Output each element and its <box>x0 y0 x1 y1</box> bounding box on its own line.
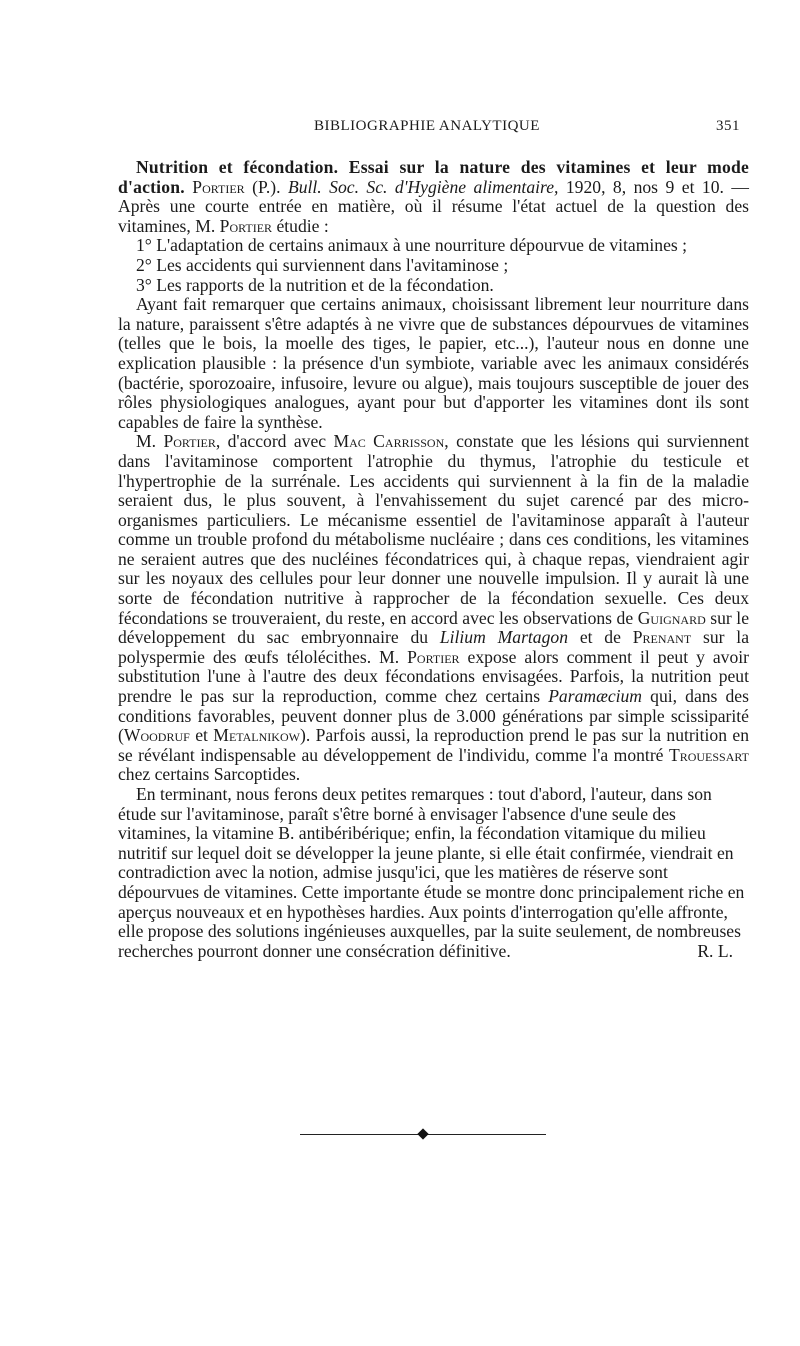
article-heading-paragraph <box>118 158 749 236</box>
running-title: BIBLIOGRAPHIE ANALYTIQUE <box>314 118 540 134</box>
list-item-1: 1° L'adaptation de certains animaux à une nourriture dépourvue de vitamines ; <box>136 235 688 256</box>
text-fragment-f: expose alors comment il peut y avoir substitution l'une à l'autre des deux fécondations envisagées. Parfois, la nutrition peut prendre le pas sur la reproduction, comme chez certains <box>118 646 749 707</box>
paragraph-lesions <box>118 432 749 785</box>
author-initial: (P.). <box>252 176 281 197</box>
diamond-icon <box>417 1128 428 1139</box>
section-separator <box>300 1127 546 1143</box>
text-fragment-b: , constate que les lésions qui surviennent dans l'avitaminose comportent l'atrophie du thymus, l'atrophie du testicule et l'hypertrophie de la surrénale. Les accidents qui surviennent à la fin de la maladie seraient dus, le plus souvent, à l'envahissement du sujet carencé par des micro-organismes particuliers. Le mécanisme essentiel de l'avitaminose apparaît à l'auteur comme un trouble profond du métabolisme nucléaire ; dans ces conditions, les vitamines ne seraient autres que des nucléines fécondatrices qui, à chaque repas, viendraient agir sur les noyaux des cellules pour leur donner une nouvelle impulsion. Il y aurait là une sorte de fécondation nutritive à rapprocher de la fécondation sexuelle. Ces deux fécondations se trouveraient, du reste, en accord avec les observations de <box>118 431 750 628</box>
text-m: M. <box>136 431 157 452</box>
page-number: 351 <box>716 118 740 134</box>
name-trouessart: Trouessart <box>668 744 749 765</box>
text-fragment-h: ). Parfois aussi, la reproduction prend le pas sur la nutrition en se révélant indispensable au développement de l'individu, comme l'a montré <box>118 725 750 765</box>
text-fragment-c: sur le développement du sac embryonnaire du <box>118 607 750 648</box>
author-name: Portier <box>192 176 245 197</box>
studies-word: étudie : <box>276 215 329 236</box>
name-metalnikow: Metalnikow <box>213 725 300 746</box>
article-title: Nutrition et fécondation. Essai sur la nature des vitamines et leur mode d'action. <box>118 157 749 197</box>
name-prenant: Prenant <box>632 627 692 648</box>
name-mac-carrisson: Mac Carrisson <box>333 431 445 452</box>
text-fragment-d: et de <box>579 627 621 648</box>
text-et: et <box>195 725 208 746</box>
name-guignard: Guignard <box>637 607 706 628</box>
text-fragment-e: sur la polyspermie des œufs télolécithes. M. <box>118 627 750 667</box>
journal-name: Bull. Soc. Sc. d'Hygiène alimentaire, <box>287 176 559 197</box>
list-item-3: 3° Les rapports de la nutrition et de la fécondation. <box>136 274 494 295</box>
species-paramaecium: Paramæcium <box>548 686 643 707</box>
paragraph-conclusion <box>118 785 749 961</box>
name-portier: Portier <box>163 431 216 452</box>
text-fragment-g: qui, dans des conditions favorables, peuvent donner plus de 3.000 générations par simple scissiparité ( <box>118 686 749 746</box>
name-woodruf: Woodruf <box>123 725 190 746</box>
running-header <box>118 118 740 142</box>
article <box>118 158 749 961</box>
text-fragment-i: chez certains Sarcoptides. <box>118 764 301 785</box>
list-item-2: 2° Les accidents qui surviennent dans l'avitaminose ; <box>136 254 509 275</box>
conclusion-text: En terminant, nous ferons deux petites remarques : tout d'abord, l'auteur, dans son étude sur l'avitaminose, paraît s'être borné à envisager l'absence d'une seule des vitamines, la vitamine B. antibéribérique; enfin, la fécondation vitamique du milieu nutritif sur lequel doit se développer la jeune plante, si elle était confirmée, viendrait en contradiction avec la notion, admise jusqu'ici, que les matières de réserve sont dépourvues de vitamines. Cette importante étude se montre donc principalement riche en aperçus nouveaux et en hypothèses hardies. Aux points d'interrogation qu'elle affronte, elle propose des solutions ingénieuses auxquelles, par la suite seulement, de nombreuses recherches pourront donner une consécration définitive. <box>118 784 745 961</box>
text-fragment-a: , d'accord avec <box>215 431 327 452</box>
author-name-repeat: Portier <box>219 215 273 236</box>
name-portier-2: Portier <box>407 646 460 667</box>
paragraph-symbiote: Ayant fait remarquer que certains animaux, choisissant librement leur nourriture dans la nature, paraissent s'être adaptés à ne vivre que de substances dépourvues de vitamines (telles que le bois, la moelle des tiges, le papier, etc...), l'auteur nous en donne une explication plausible : la présence d'un symbiote, variable avec les animaux considérés (bactérie, sporozoaire, infusoire, levure ou algue), mais toujours susceptible de jouer des rôles physiologiques analogues, ayant pour but d'apporter les vitamines dont ils sont capables de faire la synthèse. <box>118 294 749 432</box>
species-lilium: Lilium Martagon <box>439 627 568 648</box>
citation-text: 1920, 8, nos 9 et 10. — Après une courte entrée en matière, où il résume l'état actuel de la question des vitamines, M. <box>118 176 749 236</box>
signature: R. L. <box>697 940 733 961</box>
